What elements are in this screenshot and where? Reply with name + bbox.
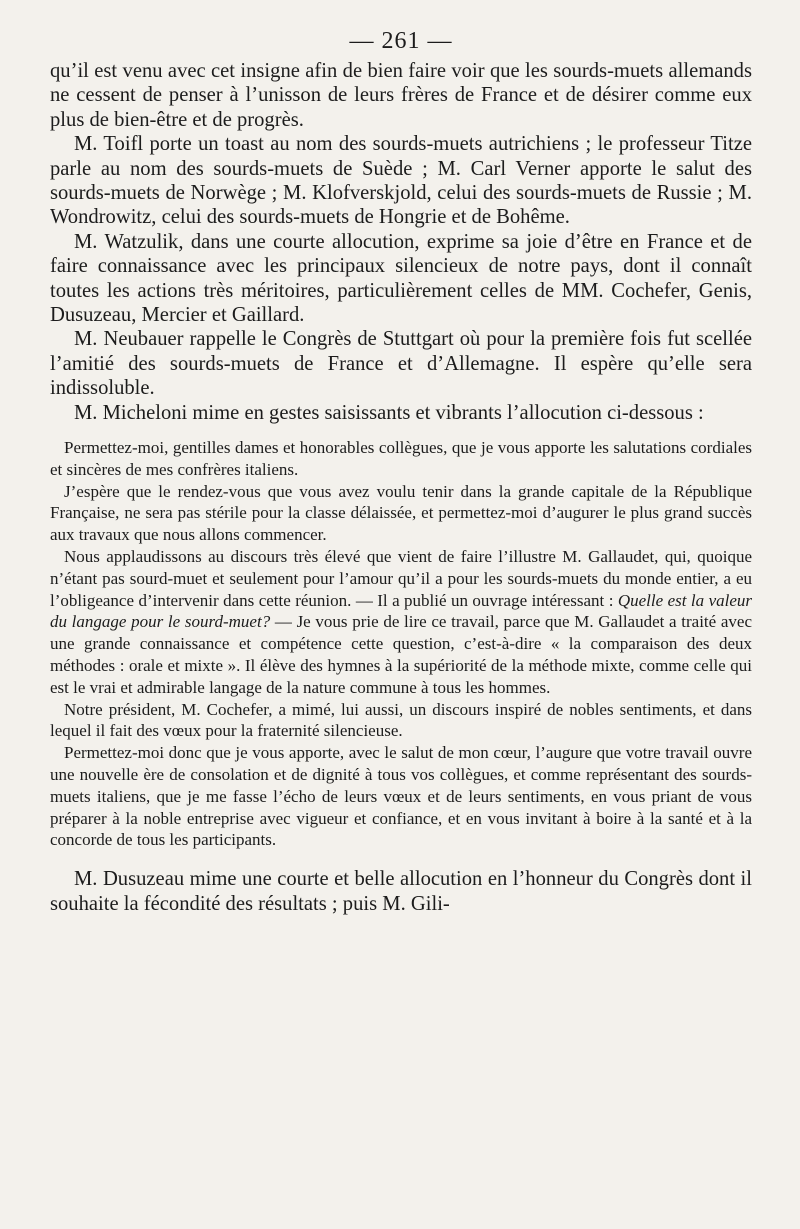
book-title: Quelle est la valeur du langage pour le sourd-muet? (50, 590, 752, 632)
paragraph-neubauer: M. Neubauer rappelle le Congrès de Stuttgart où pour la première fois fut scellée l’amitié des sourds-muets de France et d’Allemagne. Il espère qu’elle sera indissoluble. (50, 328, 752, 400)
closing-text (50, 867, 752, 916)
quote-paragraph: Notre président, M. Cochefer, a mimé, lui aussi, un discours inspiré de nobles sentiments, et dans lequel il fait des vœux pour la fraternité silencieuse. (50, 699, 752, 741)
paragraph-toasts: M. Toifl porte un toast au nom des sourds-muets autrichiens ; le professeur Titze parle au nom des sourds-muets de Suède ; M. Carl Verner apporte le salut des sourds-muets de Norwège ; M. Klofverskjold, celui des sourds-muets de Russie ; M. Wondrowitz, celui des sourds-muets de Hongrie et de Bohême. (50, 133, 752, 229)
page-number: — 261 — (349, 28, 453, 54)
quote-paragraph: Permettez-moi donc que je vous apporte, avec le salut de mon cœur, l’augure que votre travail ouvre une nouvelle ère de consolation et de dignité à tous vos collègues, et comme représentant des sourds-muets italiens, que je me fasse l’écho de leurs vœux et de leurs sentiments, en vous priant de vous préparer à la noble entreprise avec vigueur et confiance, et en vous invitant à boire à la santé et à la concorde de tous les participants. (50, 743, 752, 850)
paragraph-continuation: qu’il est venu avec cet insigne afin de bien faire voir que les sourds-muets allemands ne cessent de penser à l’unisson de leurs frères de France et de désirer comme eux plus de bien-être et de progrès. (50, 60, 752, 131)
main-text (50, 59, 752, 425)
quote-paragraph: Permettez-moi, gentilles dames et honorables collègues, que je vous apporte les salutations cordiales et sincères de mes confrères italiens. (50, 438, 752, 479)
quote-text: — Je vous prie de lire ce travail, parce que M. Gallaudet a traité avec une grande connaissance et compétence cette question, c’est-à-dire « la comparaison des deux méthodes : orale et mixte ». Il élève des hymnes à la supériorité de la méthode mixte, comme celle qui est le vrai et admirable langage de la nature commune à tous les hommes. (50, 612, 753, 697)
paragraph-watzulik: M. Watzulik, dans une courte allocution, exprime sa joie d’être en France et de faire connaissance avec les principaux silencieux de notre pays, dont il connaît toutes les actions très méritoires, particulièrement celles de MM. Cochefer, Genis, Dusuzeau, Mercier et Gaillard. (50, 230, 752, 327)
quoted-speech (50, 437, 752, 851)
quote-text: Nous applaudissons au discours très élevé que vient de faire l’illustre M. Gallaudet, qui, quoique n’étant pas sourd-muet et seulement pour l’amour qu’il a pour les sourds-muets du monde entier, a eu l’obligeance d’intervenir dans cette réunion. — Il a publié un ouvrage intéressant : (50, 547, 752, 610)
paragraph-micheloni: M. Micheloni mime en gestes saisissants et vibrants l’allocution ci-dessous : (74, 401, 704, 424)
quote-paragraph: J’espère que le rendez-vous que vous avez voulu tenir dans la grande capitale de la République Française, ne sera pas stérile pour la classe délaissée, et permettez-moi d’augurer le plus grand succès aux travaux que nous allons commencer. (50, 481, 752, 545)
paragraph-dusuzeau: M. Dusuzeau mime une courte et belle allocution en l’honneur du Congrès dont il souhaite la fécondité des résultats ; puis M. Gili- (50, 868, 752, 915)
quote-paragraph (50, 546, 752, 699)
